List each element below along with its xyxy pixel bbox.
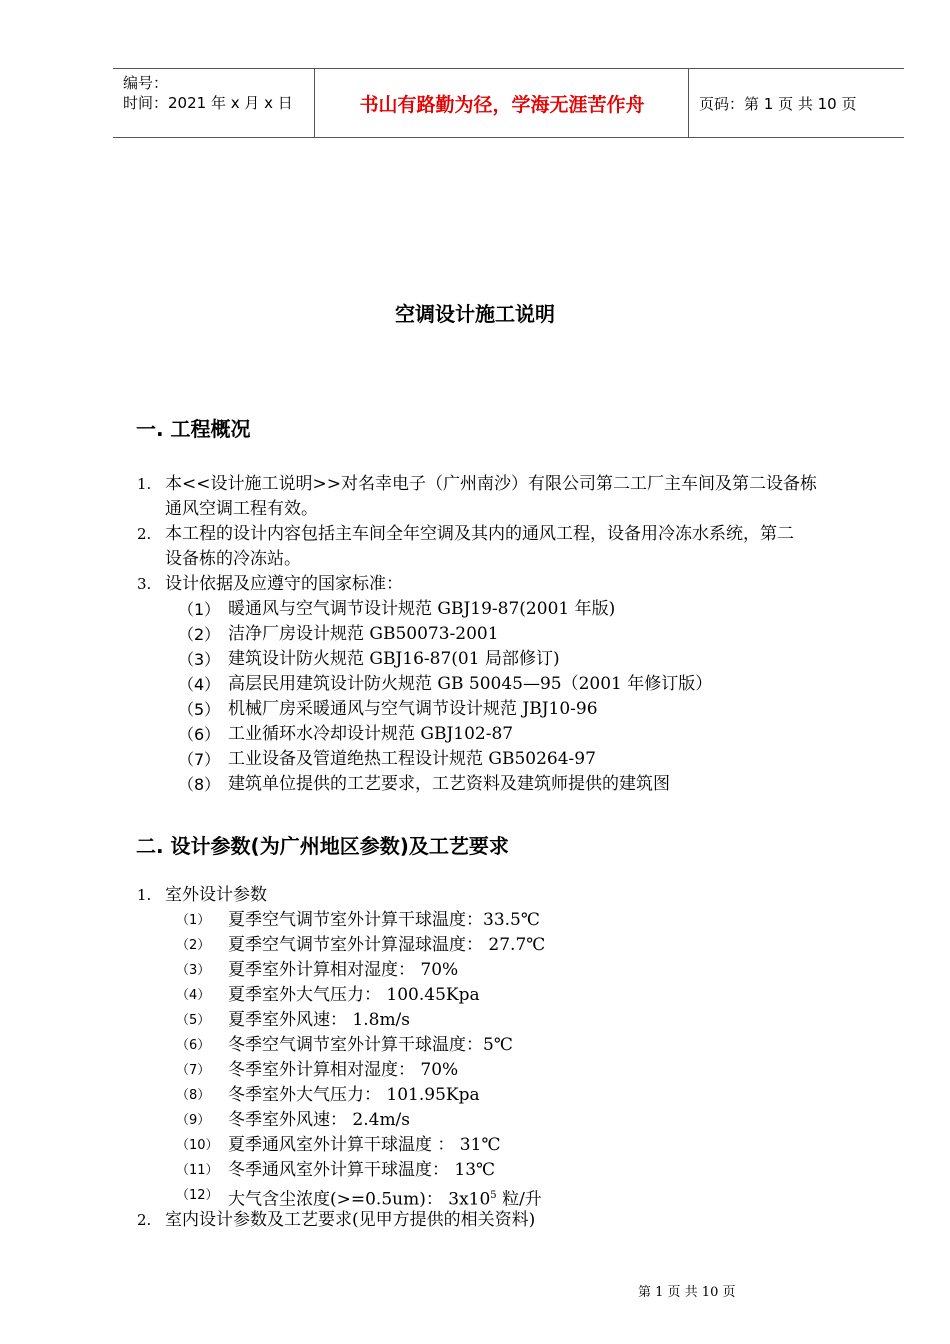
document-title: 空调设计施工说明 [395, 302, 555, 326]
param-item: 夏季室外计算相对湿度： 70% [228, 960, 459, 980]
param-number: （10） [176, 1138, 219, 1153]
param-number: （9） [176, 1113, 211, 1128]
standard-number: （6） [178, 725, 221, 744]
list-number: 1. [137, 886, 152, 904]
page-header [113, 68, 904, 138]
header-meta [113, 69, 315, 137]
param-item: 冬季室外计算相对湿度： 70% [228, 1060, 459, 1080]
header-motto: 书山有路勤为径，学海无涯苦作舟 [316, 69, 689, 137]
param-item: 夏季室外大气压力： 100.45Kpa [228, 985, 480, 1005]
param-number: （5） [176, 1013, 211, 1028]
list-number: 2. [137, 1211, 152, 1229]
param-item: 夏季通风室外计算干球温度 ： 31℃ [228, 1135, 501, 1155]
param-number: （4） [176, 988, 211, 1003]
standard-number: （2） [178, 625, 221, 644]
standard-item: 建筑设计防火规范 GBJ16-87(01 局部修订) [228, 649, 560, 669]
param-number: （3） [176, 963, 211, 978]
page-footer: 第 1 页 共 10 页 [638, 1285, 736, 1300]
standard-number: （1） [178, 600, 221, 619]
standard-number: （4） [178, 675, 221, 694]
list-item: 室外设计参数 [165, 885, 267, 905]
standard-item: 高层民用建筑设计防火规范 GB 50045—95（2001 年修订版） [228, 674, 713, 694]
param-number: （12） [176, 1188, 219, 1203]
standard-item: 工业循环水冷却设计规范 GBJ102-87 [228, 724, 514, 744]
standard-number: （8） [178, 775, 221, 794]
param-text: 大气含尘浓度(>=0.5um)： 3x10 [228, 1189, 491, 1210]
list-number: 2. [137, 525, 152, 543]
section1-heading: 一. 工程概况 [136, 417, 251, 441]
param-item: 夏季空气调节室外计算干球温度：33.5℃ [228, 910, 540, 930]
header-page: 页码：第 1 页 共 10 页 [699, 94, 857, 113]
param-sup: 5 [490, 1190, 497, 1201]
param-number: （7） [176, 1063, 211, 1078]
list-item-cont: 通风空调工程有效。 [165, 499, 318, 519]
param-number: （1） [176, 913, 211, 928]
param-item: 夏季室外风速： 1.8m/s [228, 1010, 411, 1030]
param-number: （6） [176, 1038, 211, 1053]
section2-heading: 二. 设计参数(为广州地区参数)及工艺要求 [136, 834, 509, 858]
param-number: （11） [176, 1163, 219, 1178]
param-item: 冬季室外大气压力： 101.95Kpa [228, 1085, 480, 1105]
list-number: 3. [137, 575, 152, 593]
list-item-cont: 设备栋的冷冻站。 [165, 549, 301, 569]
param-unit: 粒/升 [496, 1189, 542, 1210]
time-label: 时间：2021 年 x 月 x 日 [123, 94, 293, 112]
list-item: 设计依据及应遵守的国家标准： [165, 574, 403, 594]
standard-number: （3） [178, 650, 221, 669]
param-number: （8） [176, 1088, 211, 1103]
standard-item: 洁净厂房设计规范 GB50073-2001 [228, 624, 499, 644]
list-item: 室内设计参数及工艺要求(见甲方提供的相关资料) [165, 1210, 536, 1230]
list-number: 1. [137, 475, 152, 493]
param-item: 冬季通风室外计算干球温度： 13℃ [228, 1160, 496, 1180]
param-item: 冬季空气调节室外计算干球温度：5℃ [228, 1035, 513, 1055]
list-item: 本<<设计施工说明>>对名幸电子（广州南沙）有限公司第二工厂主车间及第二设备栋 [165, 474, 817, 494]
standard-item: 建筑单位提供的工艺要求，工艺资料及建筑师提供的建筑图 [228, 774, 670, 794]
param-number: （2） [176, 938, 211, 953]
standard-item: 工业设备及管道绝热工程设计规范 GB50264-97 [228, 749, 596, 769]
number-label: 编号： [123, 74, 169, 92]
standard-number: （7） [178, 750, 221, 769]
standard-item: 暖通风与空气调节设计规范 GBJ19-87(2001 年版) [228, 599, 616, 619]
standard-number: （5） [178, 700, 221, 719]
param-item: 夏季空气调节室外计算湿球温度： 27.7℃ [228, 935, 546, 955]
standard-item: 机械厂房采暖通风与空气调节设计规范 JBJ10-96 [228, 699, 598, 719]
param-item: 冬季室外风速： 2.4m/s [228, 1110, 411, 1130]
list-item: 本工程的设计内容包括主车间全年空调及其内的通风工程，设备用冷冻水系统，第二 [165, 524, 794, 544]
